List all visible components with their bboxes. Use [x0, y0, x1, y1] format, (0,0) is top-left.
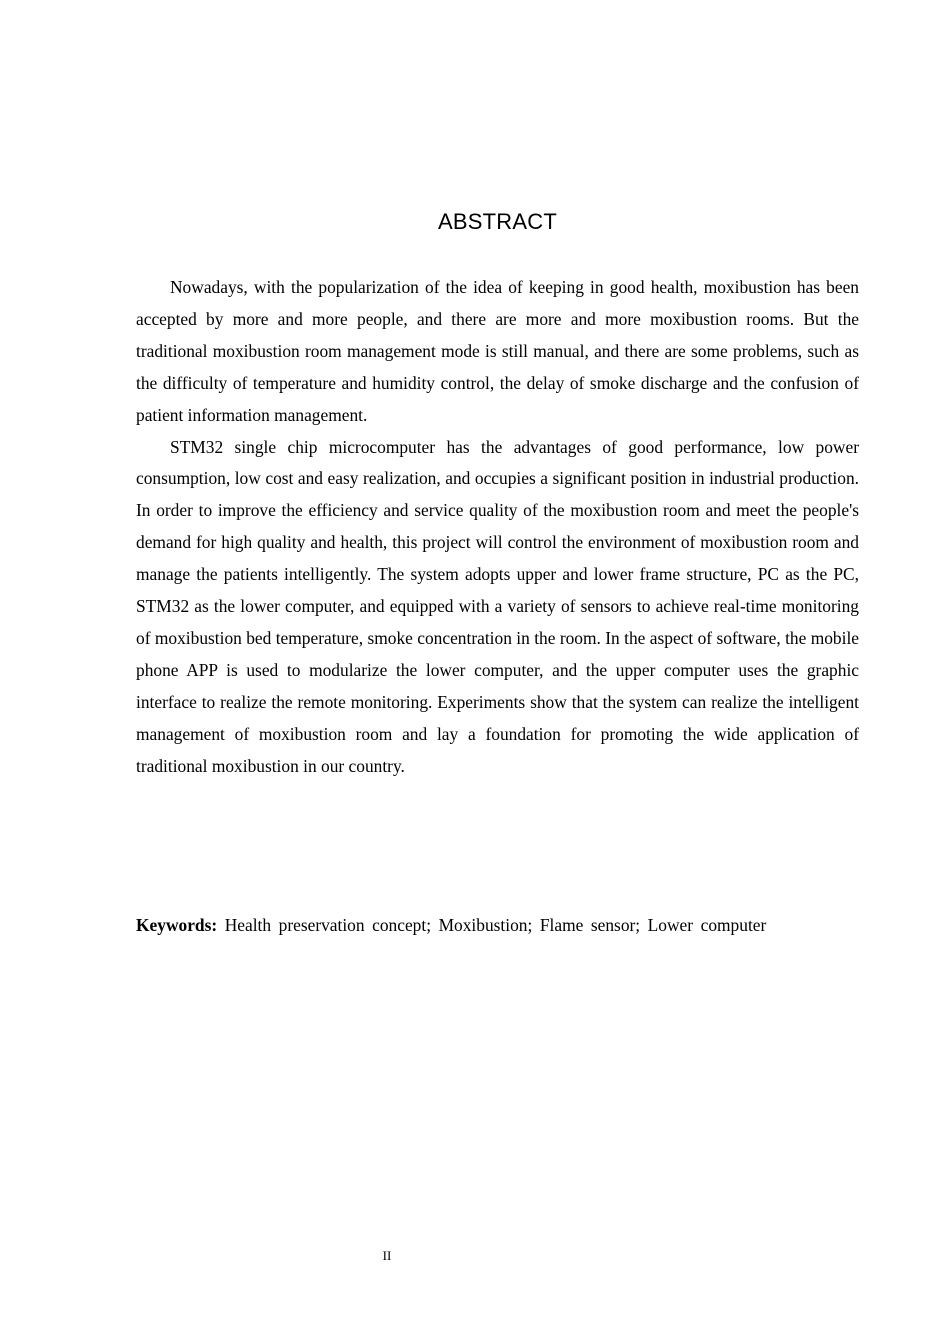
abstract-title: ABSTRACT	[438, 209, 557, 234]
keywords-list: Health preservation concept; Moxibustion; Flame sensor; Lower computer	[224, 915, 767, 935]
abstract-paragraph-1: Nowadays, with the popularization of the idea of keeping in good health, moxibustion has been accepted by more and more people, and there are more and more moxibustion rooms. But the traditional moxibustion room management mode is still manual, and there are some problems, such as the difficulty of temperature and humidity control, the delay of smoke discharge and the confusion of patient information management.	[136, 277, 859, 425]
abstract-paragraph-2: STM32 single chip microcomputer has the advantages of good performance, low power consumption, low cost and easy realization, and occupies a significant position in industrial production. In order to improve the efficiency and service quality of the moxibustion room and meet the people's demand for high quality and health, this project will control the environment of moxibustion room and manage the patients intelligently. The system adopts upper and lower frame structure, PC as the PC, STM32 as the lower computer, and equipped with a variety of sensors to achieve real-time monitoring of moxibustion bed temperature, smoke concentration in the room. In the aspect of software, the mobile phone APP is used to modularize the lower computer, and the upper computer uses the graphic interface to realize the remote monitoring. Experiments show that the system can realize the intelligent management of moxibustion room and lay a foundation for promoting the wide application of traditional moxibustion in our country.	[136, 436, 859, 776]
keywords-label: Keywords:	[136, 915, 218, 935]
page-number: II	[382, 1248, 392, 1263]
keywords-line	[136, 910, 876, 942]
abstract-body	[136, 272, 859, 783]
